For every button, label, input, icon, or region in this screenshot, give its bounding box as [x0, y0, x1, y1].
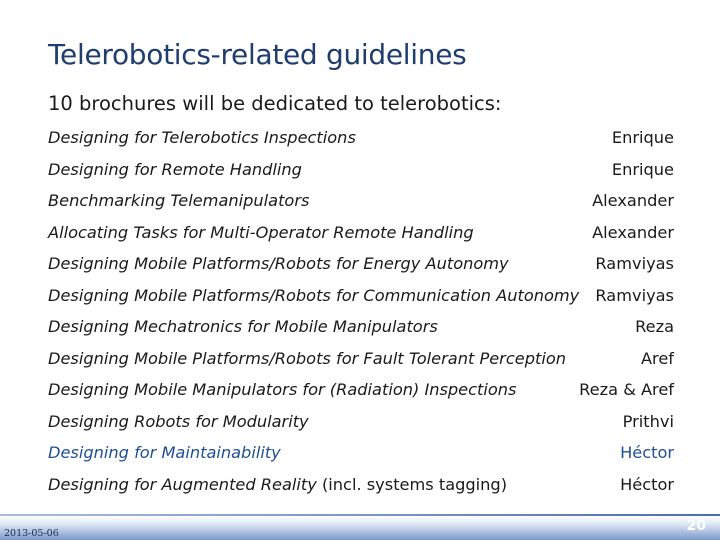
brochure-title: Designing Mobile Platforms/Robots for Energy Autonomy — [48, 254, 509, 273]
list-item — [48, 439, 674, 471]
brochure-title: Designing Mobile Manipulators for (Radiation) Inspections — [48, 380, 517, 399]
list-item — [48, 250, 674, 282]
brochure-author: Héctor — [620, 443, 674, 462]
brochure-author: Enrique — [611, 128, 674, 147]
footer-date: 2013-05-06 — [4, 528, 59, 539]
brochure-title: Designing Mobile Platforms/Robots for Communication Autonomy — [48, 285, 580, 305]
brochure-title: Designing Mobile Platforms/Robots for Fault Tolerant Perception — [48, 348, 566, 368]
brochure-author: Alexander — [592, 222, 674, 242]
brochure-author: Reza & Aref — [579, 380, 674, 399]
brochure-author: Prithvi — [622, 411, 674, 431]
brochure-title: Benchmarking Telemanipulators — [48, 191, 310, 210]
list-item — [48, 471, 674, 503]
list-item — [48, 345, 674, 377]
intro-text: 10 brochures will be dedicated to telerobotics: — [48, 92, 502, 115]
list-item — [48, 408, 674, 440]
brochure-author: Ramviyas — [595, 285, 674, 305]
slide-title: Telerobotics-related guidelines — [48, 38, 467, 71]
list-item — [48, 376, 674, 408]
list-item — [48, 219, 674, 251]
brochure-author: Aref — [640, 348, 674, 368]
list-item — [48, 124, 674, 156]
list-item — [48, 187, 674, 219]
brochure-title: Allocating Tasks for Multi-Operator Remote Handling — [48, 222, 474, 242]
brochure-title: Designing Robots for Modularity — [48, 411, 309, 431]
brochure-title: Designing for Telerobotics Inspections — [48, 128, 356, 147]
list-item — [48, 282, 674, 314]
brochure-author: Héctor — [620, 474, 674, 494]
brochure-title: Designing for Maintainability — [48, 443, 281, 462]
brochure-title: Designing for Remote Handling — [48, 159, 302, 179]
brochure-author: Alexander — [592, 191, 674, 210]
brochure-title: Designing Mechatronics for Mobile Manipulators — [48, 317, 438, 336]
list-item — [48, 313, 674, 345]
footer-bar — [0, 516, 720, 540]
brochure-list — [48, 124, 674, 502]
page-number: 20 — [686, 518, 706, 534]
list-item — [48, 156, 674, 188]
brochure-author: Ramviyas — [595, 254, 674, 273]
brochure-author: Enrique — [611, 159, 674, 179]
brochure-author: Reza — [635, 317, 674, 336]
brochure-title: Designing for Augmented Reality (incl. systems tagging) — [48, 474, 508, 494]
